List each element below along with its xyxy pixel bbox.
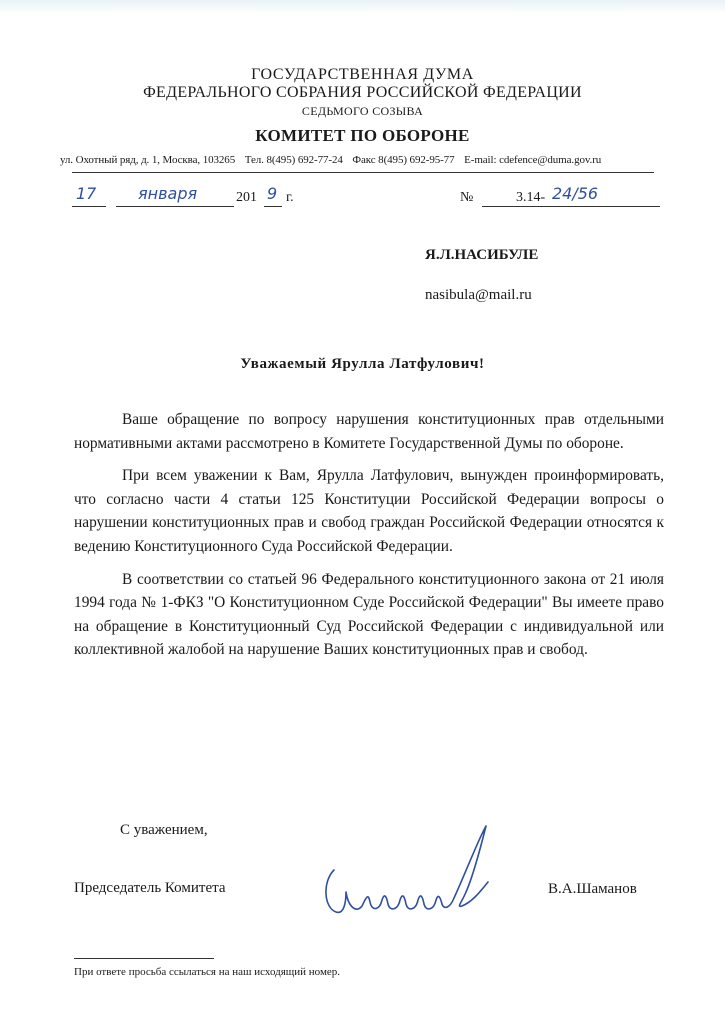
header-divider xyxy=(72,172,654,173)
year-suffix: г. xyxy=(286,190,294,205)
committee-title: КОМИТЕТ ПО ОБОРОНЕ xyxy=(255,126,470,145)
signatory-name: В.А.Шаманов xyxy=(548,881,637,897)
footnote: При ответе просьба ссылаться на наш исходящий номер. xyxy=(74,966,341,978)
year-prefix: 201 xyxy=(236,190,257,205)
fax: Факс 8(495) 692-95-77 xyxy=(352,154,455,166)
date-month: января xyxy=(138,184,198,203)
committee-email: E-mail: cdefence@duma.gov.ru xyxy=(464,154,602,166)
letter-body xyxy=(74,408,664,671)
addressee-email: nasibula@mail.ru xyxy=(425,287,532,303)
contact-line xyxy=(60,154,670,166)
year-digit: 9 xyxy=(267,184,278,203)
letterhead-line-3: СЕДЬМОГО СОЗЫВА xyxy=(301,104,424,118)
number-handwritten: 24/56 xyxy=(552,184,599,203)
signatory-title: Председатель Комитета xyxy=(74,880,226,896)
letterhead-line-1: ГОСУДАРСТВЕННАЯ ДУМА xyxy=(251,66,474,83)
number-prefix: 3.14- xyxy=(516,190,546,205)
footnote-divider xyxy=(74,958,214,959)
phone: Тел. 8(495) 692-77-24 xyxy=(244,154,343,166)
body-paragraph-1: Ваше обращение по вопросу нарушения конституционных прав отдельными нормативными актами рассмотрено в Комитете Государственной Думы по обороне. xyxy=(74,411,664,452)
body-paragraph-2: При всем уважении к Вам, Ярулла Латфулович, вынужден проинформировать, что согласно части 4 статьи 125 Конституции Российской Федерации вопросы о нарушении конституционных прав и свобод граждан Российской Федерации относятся к ведению Конституционного Суда Российской Федерации. xyxy=(74,467,664,555)
top-scan-band xyxy=(0,0,725,14)
letterhead-line-2: ФЕДЕРАЛЬНОГО СОБРАНИЯ РОССИЙСКОЙ ФЕДЕРАЦИИ xyxy=(143,84,582,101)
date-day: 17 xyxy=(76,184,97,203)
addressee-name: Я.Л.НАСИБУЛЕ xyxy=(425,247,539,263)
signature xyxy=(316,822,496,922)
date-number-line xyxy=(72,184,662,214)
number-label: № xyxy=(460,190,474,205)
salutation: Уважаемый Ярулла Латфулович! xyxy=(240,356,485,372)
body-paragraph-3: В соответствии со статьей 96 Федерального конституционного закона от 21 июля 1994 года № 1-ФКЗ "О Конституционном Суде Российской Федерации" Вы имеете право на обращение в Конституционный Суд Российской Федерации с индивидуальной или коллективной жалобой на нарушение Ваших конституционных прав и свобод. xyxy=(74,570,664,659)
closing: С уважением, xyxy=(120,822,208,838)
address: ул. Охотный ряд, д. 1, Москва, 103265 xyxy=(60,154,236,166)
